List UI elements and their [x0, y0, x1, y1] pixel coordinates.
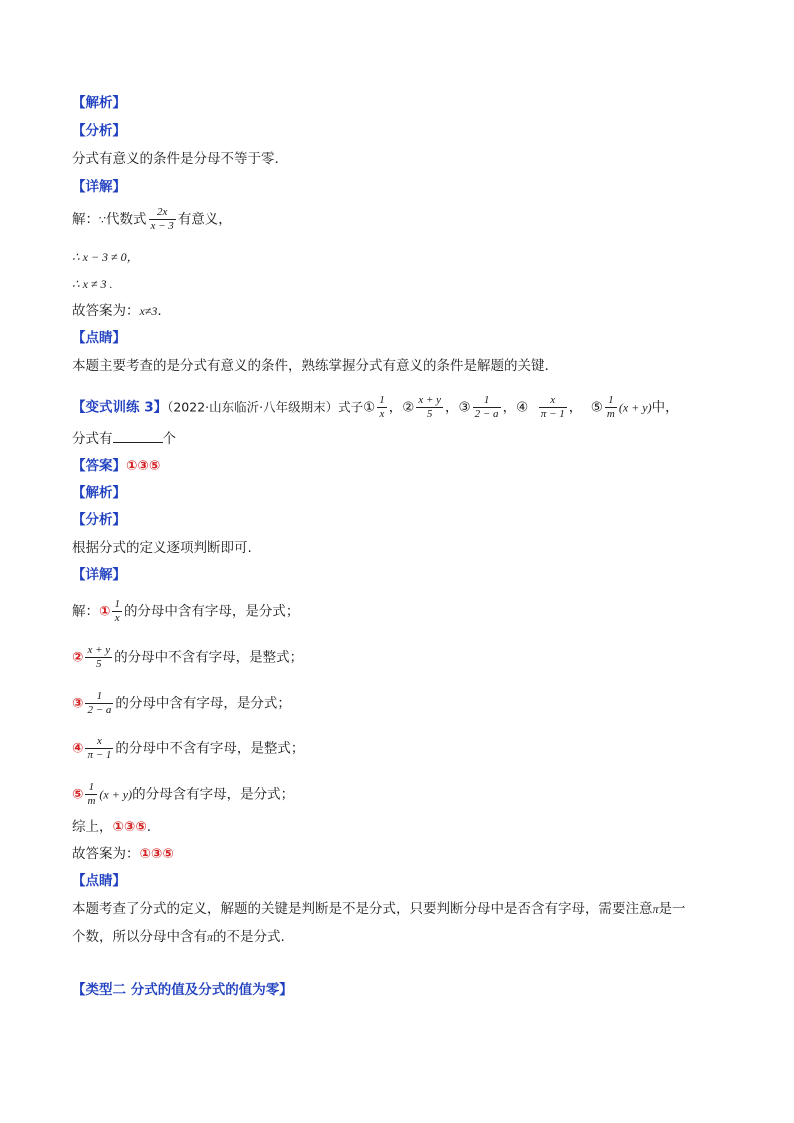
answer-line-2 [72, 845, 174, 863]
marker-5: ⑤ [72, 786, 84, 803]
fraction-4: $\frac{x}{\pi - 1}$ [87, 735, 112, 761]
detail-4 [72, 735, 304, 762]
jiexi-label: 【解析】 [72, 95, 126, 111]
answer-value: ①③⑤ [126, 458, 161, 474]
fraction-1: $\frac{1}{x}$ [114, 598, 120, 624]
answer-row [72, 457, 160, 475]
marker-1: ① [363, 399, 376, 416]
marker-3: ③ [72, 695, 84, 712]
dianjing-label: 【点睛】 [72, 330, 126, 346]
fraction-5-tail: (x + y) [99, 787, 133, 802]
summary-line [72, 818, 151, 836]
summary-end: . [146, 819, 152, 835]
fraction-4: $\frac{x}{\pi - 1}$ [540, 394, 565, 420]
fraction-3: $\frac{1}{2 - a}$ [87, 690, 112, 716]
solution-prefix: 解： [72, 211, 99, 228]
pi-symbol: π [207, 930, 214, 944]
answer2-value: ①③⑤ [139, 846, 174, 862]
type2-heading: 【类型二 分式的值及分式的值为零】 [72, 982, 293, 998]
answer-prefix: 故答案为： [72, 303, 140, 319]
line2-prefix: 分式有 [72, 431, 113, 447]
separator: ， [388, 399, 403, 416]
detail-2-text: 的分母中不含有字母，是整式； [114, 649, 304, 666]
detail-5 [72, 781, 294, 808]
detail-1 [72, 598, 299, 625]
question-line-2 [72, 430, 176, 448]
marker-4: ④ [72, 740, 84, 757]
answer-label: 【答案】 [72, 458, 126, 474]
answer-math: x≠3 [139, 304, 158, 318]
summary-value: ①③⑤ [112, 819, 147, 835]
variant-question-line [72, 394, 679, 421]
question-end: 中， [651, 399, 679, 416]
solution-mid: 代数式 [106, 211, 147, 228]
separator: ， [445, 399, 459, 416]
detail-4-text: 的分母中不含有字母，是整式； [115, 740, 305, 757]
fraction-5: $\frac{1}{m}$ [87, 781, 96, 807]
fraction-3: $\frac{1}{2 - a}$ [474, 394, 499, 420]
variant-label: 【变式训练 3】 [72, 399, 168, 416]
fraction-2: $\frac{x + y}{5}$ [418, 394, 442, 420]
fraction-5-tail: (x + y) [618, 400, 652, 415]
step-1: ∴ x − 3 ≠ 0， [72, 250, 139, 264]
summary-prefix: 综上， [72, 819, 113, 835]
variant-source: （2022·山东临沂·八年级期末）式子 [167, 399, 364, 415]
dianjing-text-line-2 [72, 928, 285, 946]
separator: ， [502, 399, 517, 416]
separator: ， [568, 399, 583, 416]
fenxi-label: 【分析】 [72, 123, 126, 139]
dianjing-label-2: 【点睛】 [72, 873, 126, 889]
fraction-2: $\frac{x + y}{5}$ [87, 644, 111, 670]
marker-2: ② [402, 399, 415, 416]
solution-prefix: 解： [72, 603, 99, 620]
dianjing-text-1b: 是一 [658, 901, 686, 917]
pi-symbol: π [652, 902, 659, 916]
answer-line-1 [72, 302, 162, 320]
step-2: ∴ x ≠ 3 . [72, 277, 113, 291]
fenxi-text-2: 根据分式的定义逐项判断即可. [72, 540, 252, 556]
fenxi-label-2: 【分析】 [72, 512, 126, 528]
marker-4: ④ [516, 399, 529, 416]
since-symbol: ∵ [99, 213, 106, 227]
dianjing-text-2b: 的不是分式. [213, 929, 285, 945]
fraction-5: $\frac{1}{m}$ [606, 394, 615, 420]
answer-blank [113, 430, 163, 443]
detail-5-text: 的分母含有字母，是分式； [132, 786, 295, 803]
detail-1-text: 的分母中含有字母，是分式； [123, 603, 300, 620]
marker-1: ① [99, 603, 111, 620]
answer-end: . [157, 303, 162, 319]
line2-suffix: 个 [162, 431, 176, 447]
marker-5: ⑤ [590, 399, 603, 416]
marker-3: ③ [458, 399, 471, 416]
fraction-2x-over-x-3: $\frac{2x}{x - 3}$ [150, 206, 174, 232]
xiangjie-label-2: 【详解】 [72, 567, 126, 583]
dianjing-text-line-1 [72, 900, 686, 918]
dianjing-text-2a: 个数，所以分母中含有 [72, 929, 207, 945]
answer2-prefix: 故答案为： [72, 846, 140, 862]
solution-line [72, 206, 232, 233]
detail-3-text: 的分母中含有字母，是分式； [115, 695, 291, 712]
dianjing-text: 本题主要考查的是分式有意义的条件，熟练掌握分式有意义的条件是解题的关键. [72, 358, 549, 374]
marker-2: ② [72, 649, 84, 666]
detail-2 [72, 644, 303, 671]
xiangjie-label: 【详解】 [72, 179, 126, 195]
fraction-1: $\frac{1}{x}$ [379, 394, 385, 420]
solution-suffix: 有意义， [177, 211, 232, 228]
jiexi-label-2: 【解析】 [72, 485, 126, 501]
detail-3 [72, 690, 291, 717]
fenxi-text: 分式有意义的条件是分母不等于零. [72, 151, 279, 167]
dianjing-text-1a: 本题考查了分式的定义，解题的关键是判断是不是分式，只要判断分母中是否含有字母，需要注意 [72, 901, 653, 917]
